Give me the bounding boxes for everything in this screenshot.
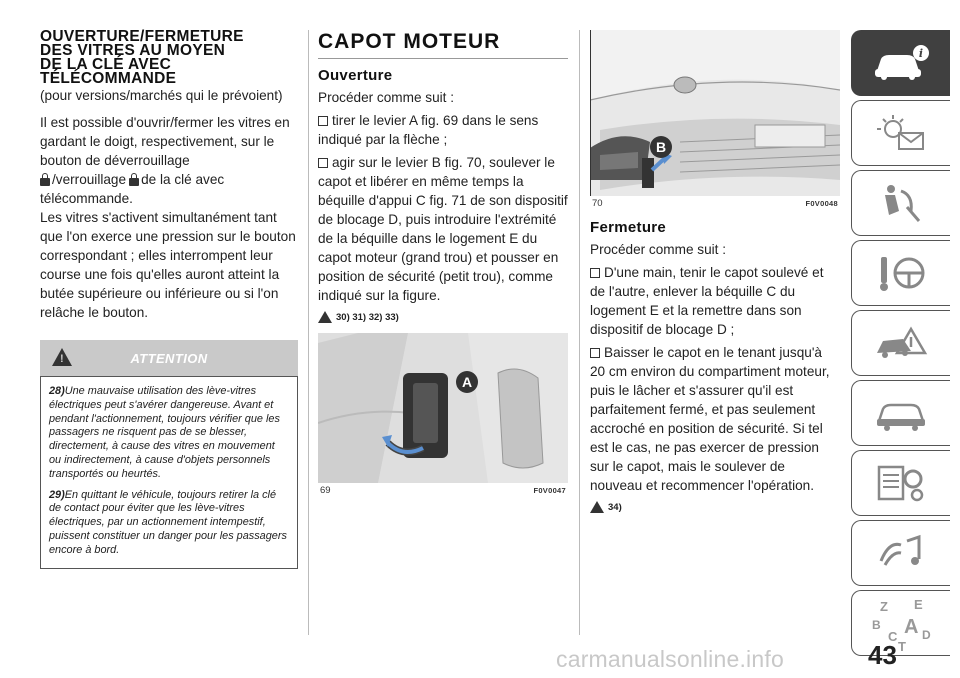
heading-line: DE LA CLÉ AVEC	[40, 56, 172, 73]
warning-references	[318, 311, 568, 323]
warning-triangle-icon	[590, 501, 604, 513]
warning-text: En quittant le véhicule, toujours retirer la clé de contact pour éviter que les lève-vitres électriques, par un actionnement intempestif, puissent constituer un danger pour les passagers encore à bord.	[49, 488, 287, 556]
lock-icon	[129, 173, 139, 186]
tab-maintenance[interactable]	[851, 380, 950, 446]
tab-starting-driving[interactable]	[851, 240, 950, 306]
attention-header	[40, 340, 298, 376]
step-text: D'une main, tenir le capot soulevé et de l'autre, enlever la béquille C du logement E et la remettre dans son dispositif de blocage D ;	[590, 265, 824, 337]
checkbox-bullet-icon	[590, 348, 600, 358]
column-divider	[579, 30, 580, 635]
heading-line: TÉLÉCOMMANDE	[40, 70, 177, 87]
tab-warning-lights[interactable]	[851, 100, 950, 166]
warning-28	[49, 385, 289, 482]
procedure-intro: Procéder comme suit :	[318, 90, 454, 105]
figure-image-lever	[318, 333, 568, 483]
section-title-bonnet: CAPOT MOTEUR	[318, 30, 568, 59]
car-service-icon	[871, 391, 931, 435]
step-2	[318, 153, 568, 305]
index-letter: Z	[880, 599, 888, 614]
tab-emergency[interactable]	[851, 310, 950, 376]
paragraph-buttons	[40, 113, 298, 208]
lever-illustration	[318, 333, 568, 483]
procedure-intro: Procéder comme suit :	[590, 242, 726, 257]
svg-text:i: i	[918, 47, 924, 60]
step-2	[590, 343, 840, 495]
tab-safety[interactable]	[851, 170, 950, 236]
figure-number: 69	[320, 485, 331, 496]
section-heading-windows	[40, 30, 298, 86]
tab-index[interactable]	[851, 590, 950, 656]
checkbox-bullet-icon	[590, 268, 600, 278]
versions-note: (pour versions/marchés qui le prévoient)	[40, 88, 283, 103]
warning-text: Une mauvaise utilisation des lève-vitres électriques peut s'avérer dangereuse. Avant et pendant l'actionnement, toujours vérifier que les passagers ne risquent pas de se blesser, directement, à cause des vitres en mouvement ou indirectement, à cause d'objets personnels transportés ou heurtés.	[49, 385, 280, 480]
text-fragment: Il est possible d'ouvrir/fermer les vitres en gardant le doigt, respectivement, sur le bouton de déverrouillage	[40, 115, 290, 168]
column-windows	[40, 30, 298, 569]
text-fragment: de la clé avec télécommande.	[40, 172, 225, 206]
index-letter: D	[922, 628, 931, 642]
index-letter: E	[914, 597, 923, 612]
heading-line: DES VITRES AU MOYEN	[40, 42, 226, 59]
seat-airbag-icon	[871, 181, 931, 225]
unlock-icon	[40, 173, 50, 186]
warning-references	[590, 501, 840, 513]
warning-29	[49, 489, 289, 558]
warning-number: 29)	[49, 488, 65, 501]
step-1	[590, 263, 840, 339]
figure-caption	[590, 196, 840, 209]
warning-ref-text: 30) 31) 32) 33)	[336, 311, 399, 323]
figure-code: F0V0048	[805, 199, 838, 208]
watermark: carmanualsonline.info	[556, 646, 784, 672]
settings-list-icon	[871, 461, 931, 505]
attention-body	[40, 376, 298, 569]
column-bonnet-close	[590, 30, 840, 513]
audio-nav-icon	[871, 531, 931, 575]
step-text: agir sur le levier B fig. 70, soulever le capot et libérer en même temps la béquille d'appui C fig. 71 de son dispositif de blocage D, puis introduire l'extrémité de la béquille dans le logement E du capot moteur (grand trou) et pousser en position de sécurité (petit trou), comme indiqué sur la figure.	[318, 155, 568, 303]
text-fragment: /verrouillage	[52, 172, 127, 187]
step-text: tirer le levier A fig. 69 dans le sens indiqué par la flèche ;	[318, 113, 539, 147]
column-bonnet-open	[318, 30, 568, 496]
tab-multimedia[interactable]	[851, 520, 950, 586]
paragraph-windows-activation: Les vitres s'activent simultanément tant que l'on exerce une pression sur le bouton correspondant ; elles interrompent leur course une fois qu'elles auront atteint la butée supérieure ou inférieure ou si l'on relâche le bouton.	[40, 210, 296, 320]
figure-70	[590, 30, 840, 209]
checkbox-bullet-icon	[318, 116, 328, 126]
exclamation-icon: !	[60, 353, 64, 365]
warning-lights-icon	[871, 111, 931, 155]
step-text: Baisser le capot en le tenant jusqu'à 20 cm environ du compartiment moteur, puis le lâcher et s'assurer qu'il est parfaitement fermé, et pas seulement accroché en position de sécurité. Si tel est le cas, ne pas exercer de pression sur le capot, mais le soulever de nouveau et recommencer l'opération.	[590, 345, 830, 493]
figure-caption	[318, 483, 568, 496]
accident-icon	[871, 321, 931, 365]
figure-number: 70	[592, 198, 603, 209]
callout-badge: A	[456, 371, 478, 393]
warning-ref-text: 34)	[608, 501, 622, 513]
index-letter: C	[888, 629, 898, 644]
index-letter: T	[898, 639, 906, 651]
attention-title: ATTENTION	[130, 350, 208, 366]
callout-badge: B	[650, 136, 672, 158]
checkbox-bullet-icon	[318, 158, 328, 168]
car-info-icon	[871, 43, 931, 83]
tab-technical-data[interactable]	[851, 450, 950, 516]
warning-triangle-icon	[318, 311, 332, 323]
tab-car-info[interactable]	[851, 30, 950, 96]
heading-line: OUVERTURE/FERMETURE	[40, 28, 244, 45]
index-letter: A	[904, 616, 919, 638]
figure-image-front	[590, 30, 840, 196]
step-1	[318, 111, 568, 149]
subheading-closing: Fermeture	[590, 219, 667, 236]
subheading-opening: Ouverture	[318, 67, 393, 84]
key-steering-icon	[871, 251, 931, 295]
figure-code: F0V0047	[533, 486, 566, 495]
page-number: 43	[868, 640, 897, 670]
warning-number: 28)	[49, 385, 65, 397]
front-grille-illustration	[590, 30, 840, 196]
column-divider	[308, 30, 309, 635]
chapter-tabs	[851, 30, 950, 660]
figure-69	[318, 333, 568, 496]
index-letter: B	[872, 618, 881, 632]
